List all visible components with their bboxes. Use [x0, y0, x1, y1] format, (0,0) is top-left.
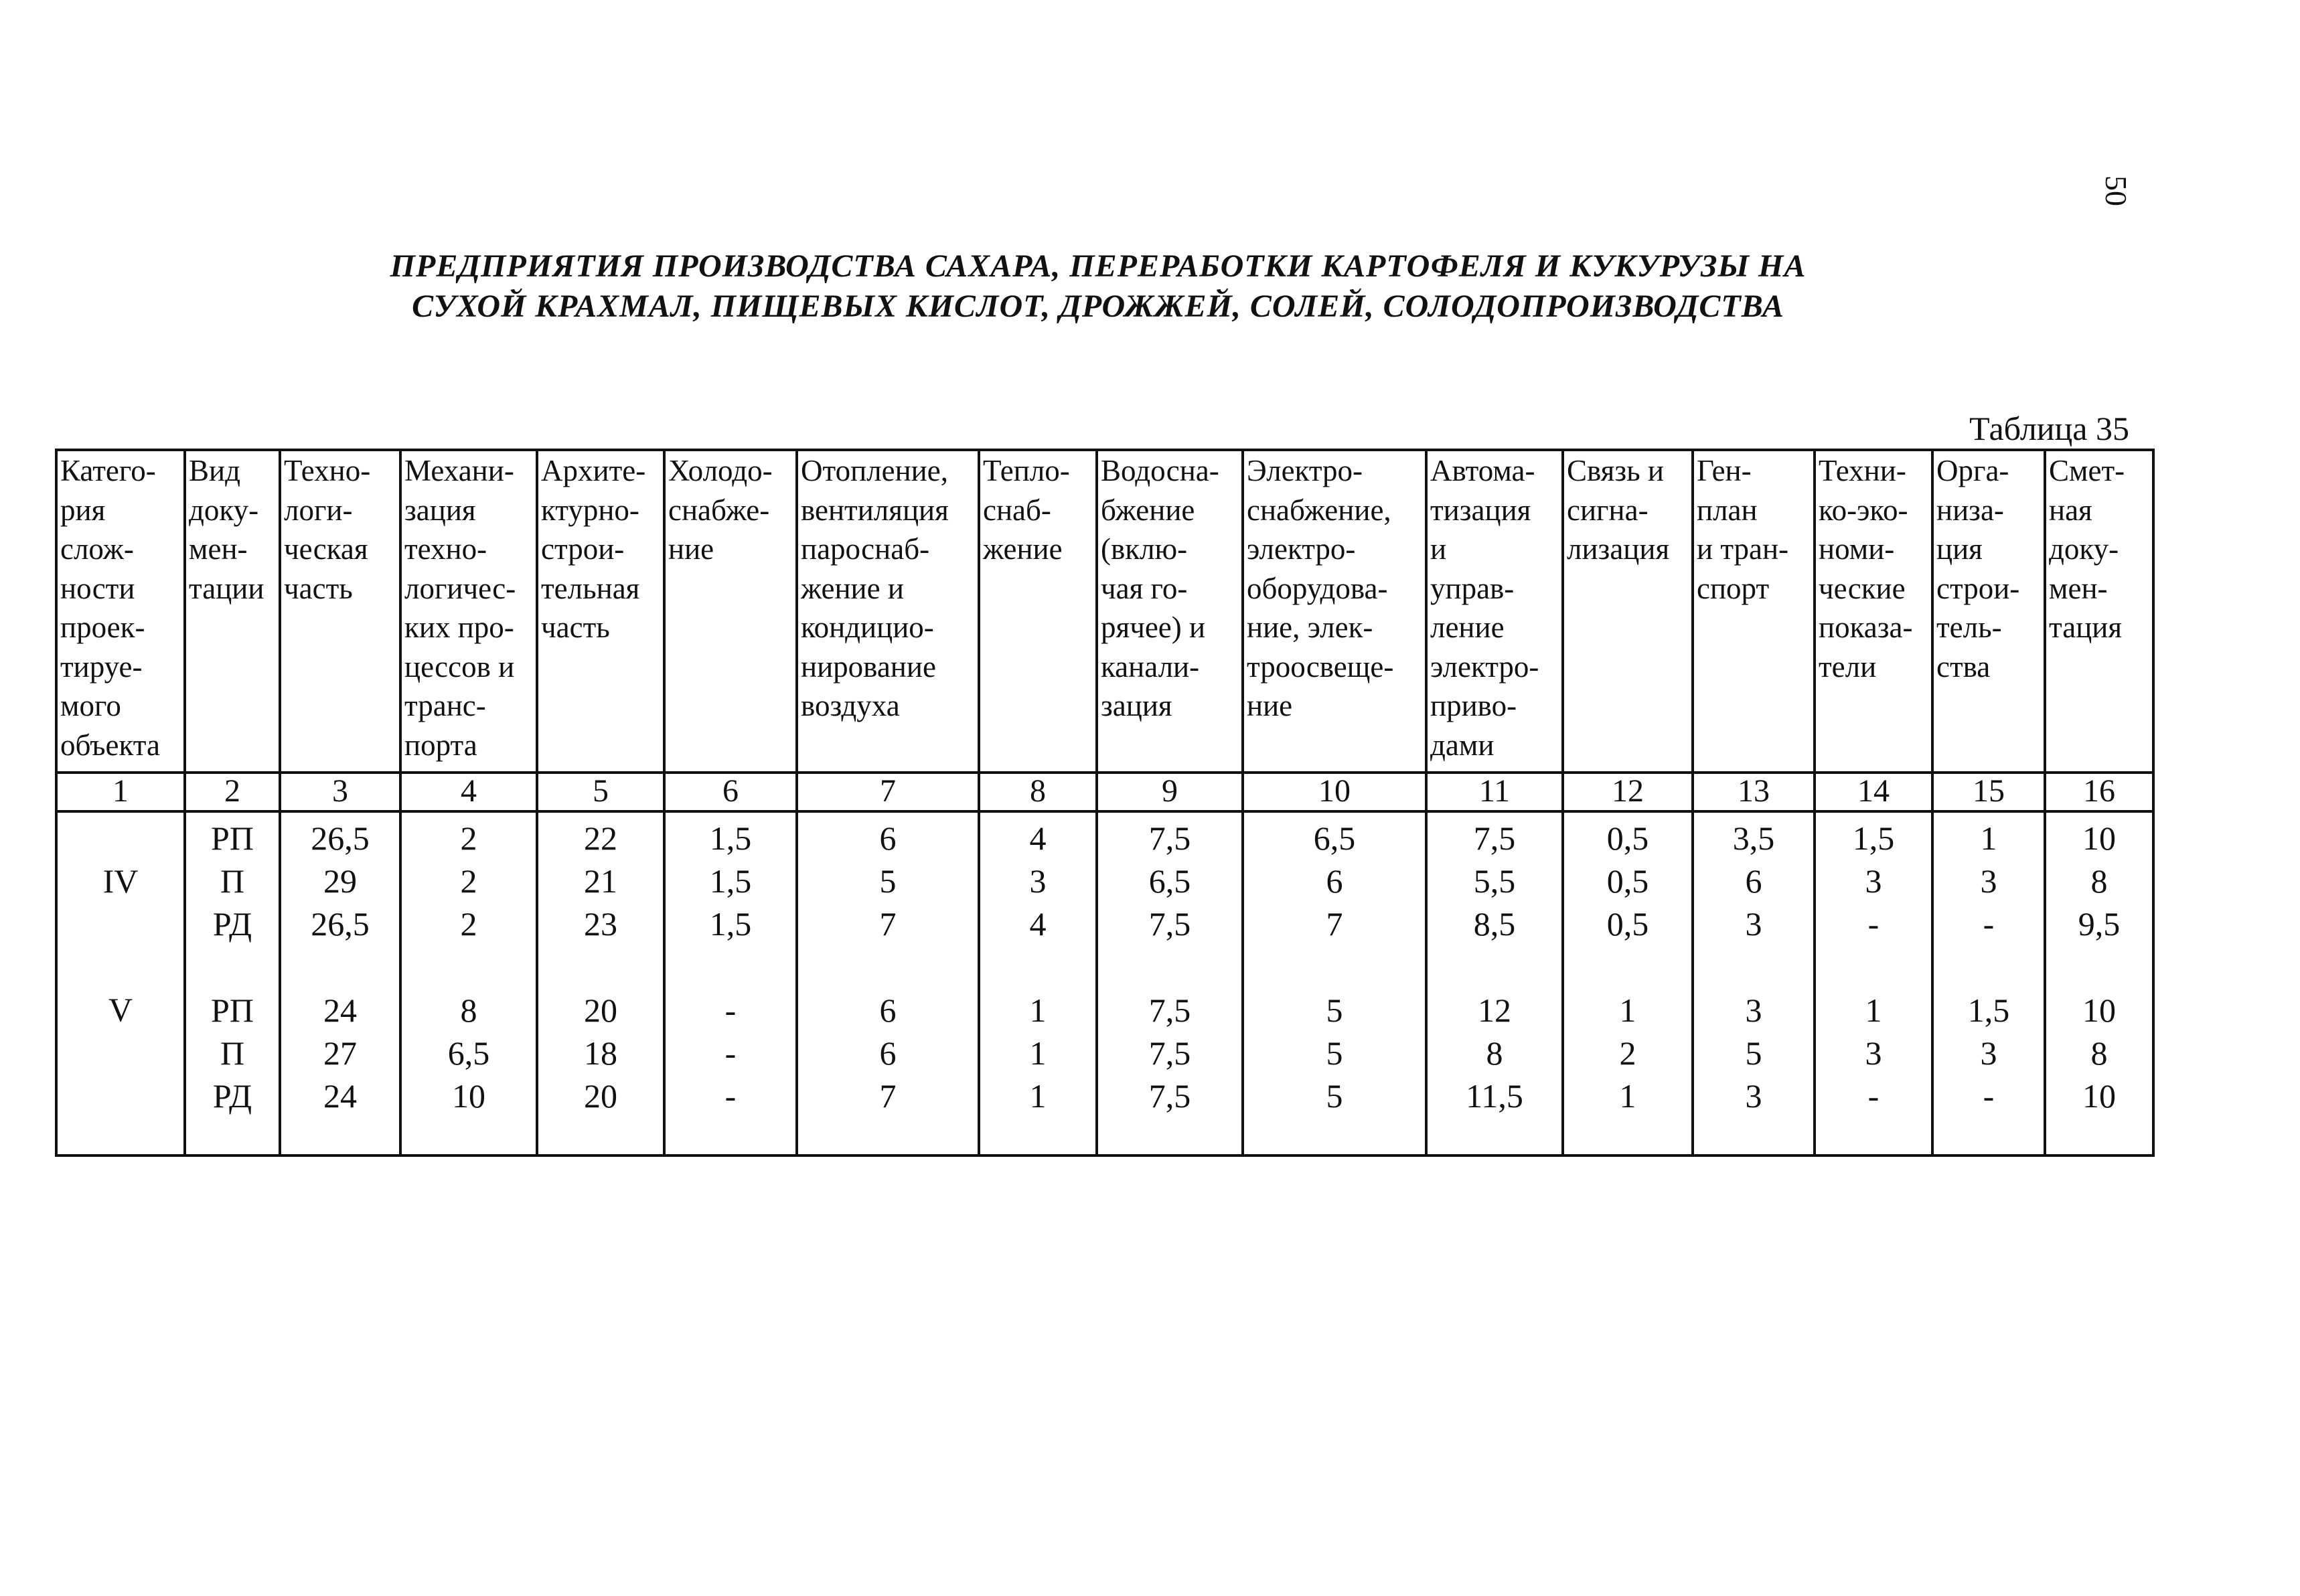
- table-cell: 2: [1619, 1034, 1636, 1072]
- table-cell: 11,5: [1466, 1077, 1523, 1115]
- header-line: доку-: [2049, 532, 2119, 566]
- value-column-2: [185, 811, 280, 1130]
- table-cell: 2: [460, 862, 477, 900]
- table-cell: 3: [1745, 905, 1762, 943]
- column-number-row: [56, 773, 2153, 811]
- header-line: приво-: [1430, 689, 1517, 722]
- category-label: V: [108, 991, 133, 1028]
- data-table: [55, 449, 2155, 1157]
- header-line: проек-: [60, 611, 145, 644]
- table-cell: 2: [460, 905, 477, 943]
- category-cell: [56, 811, 185, 1130]
- table-cell: -: [1983, 905, 1995, 943]
- bottom-cell: [797, 1130, 979, 1155]
- table-caption: Таблица 35: [1969, 410, 2129, 447]
- table-cell: 7,5: [1473, 819, 1516, 857]
- table-cell: 9,5: [2078, 905, 2121, 943]
- table-cell: РП: [211, 819, 254, 857]
- header-line: канали-: [1101, 649, 1200, 684]
- table-cell: 1: [1619, 991, 1636, 1029]
- value-column-14: [1815, 811, 1932, 1130]
- header-line: тация: [2049, 611, 2123, 644]
- header-line: Катего-: [60, 454, 156, 487]
- header-line: Электро-: [1247, 454, 1363, 487]
- table-cell: П: [220, 862, 245, 900]
- column-number-cell: 1: [56, 773, 185, 811]
- table-cell: 24: [323, 991, 357, 1029]
- header-line: снаб-: [983, 493, 1051, 527]
- bottom-cell: [280, 1130, 400, 1155]
- header-line: мого: [60, 689, 121, 722]
- value-column-5: [537, 811, 664, 1130]
- header-line: логичес-: [404, 571, 516, 605]
- header-cell-5: [537, 450, 664, 773]
- header-line: ние, элек-: [1247, 611, 1373, 644]
- value-column-7: [797, 811, 979, 1130]
- header-line: логи-: [284, 493, 353, 527]
- value-stack: [402, 813, 536, 1117]
- header-cell-7: [797, 450, 979, 773]
- row-gap: [666, 945, 795, 989]
- spacer: [58, 1031, 183, 1074]
- row-gap: [980, 945, 1095, 989]
- header-line: цессов и: [404, 649, 515, 684]
- header-line: мен-: [189, 532, 248, 566]
- header-cell-10: [1243, 450, 1426, 773]
- header-cell-6: [664, 450, 797, 773]
- table-cell: РД: [212, 1077, 252, 1115]
- header-line: тельная: [541, 571, 640, 605]
- column-number-cell: 8: [979, 773, 1097, 811]
- table-cell: 6,5: [1148, 862, 1191, 900]
- table-cell: 3: [1745, 1077, 1762, 1115]
- value-column-3: [280, 811, 400, 1130]
- header-line: рячее) и: [1101, 611, 1206, 644]
- header-cell-1: [56, 450, 185, 773]
- header-line: воздуха: [801, 689, 900, 722]
- header-cell-12: [1563, 450, 1693, 773]
- column-number-cell: 2: [185, 773, 280, 811]
- value-stack: [1098, 813, 1241, 1117]
- header-line: Орга-: [1936, 454, 2009, 487]
- bottom-cell: [1097, 1130, 1243, 1155]
- header-line: тизация: [1430, 493, 1531, 527]
- table-cell: 8: [2090, 1034, 2108, 1072]
- header-line: сигна-: [1567, 493, 1649, 527]
- header-line: бжение: [1101, 493, 1195, 527]
- spacer: [58, 945, 183, 988]
- value-stack: [186, 813, 279, 1117]
- table-cell: -: [724, 991, 737, 1029]
- header-line: вентиляция: [801, 493, 949, 527]
- table-cell: 6: [879, 819, 897, 857]
- body-row: [56, 811, 2153, 1130]
- row-gap: [402, 945, 536, 989]
- value-stack: [1428, 813, 1561, 1117]
- value-stack: [1564, 813, 1691, 1117]
- table-cell: 0,5: [1606, 862, 1649, 900]
- header-line: лизация: [1567, 532, 1670, 566]
- table-cell: 1: [1865, 991, 1882, 1029]
- column-number-cell: 3: [280, 773, 400, 811]
- table-cell: 10: [452, 1077, 485, 1115]
- header-line: строи-: [1936, 571, 2020, 605]
- header-line: Техно-: [284, 454, 371, 487]
- header-line: и: [1430, 532, 1447, 566]
- header-line: (вклю-: [1101, 532, 1188, 566]
- header-line: номи-: [1819, 532, 1895, 566]
- table-cell: 8: [2090, 862, 2108, 900]
- header-line: часть: [541, 611, 610, 644]
- header-line: рия: [60, 493, 106, 527]
- table-cell: 3,5: [1732, 819, 1775, 857]
- table-cell: -: [724, 1077, 737, 1115]
- header-line: снабже-: [668, 493, 770, 527]
- header-line: Вид: [189, 454, 240, 487]
- header-line: строи-: [541, 532, 625, 566]
- table-cell: 3: [1029, 862, 1047, 900]
- table-cell: РД: [212, 905, 252, 943]
- header-line: порта: [404, 728, 477, 762]
- bottom-cell: [1426, 1130, 1563, 1155]
- table-cell: 10: [2082, 991, 2116, 1029]
- row-gap: [1428, 945, 1561, 989]
- header-line: слож-: [60, 532, 134, 566]
- table-cell: 6: [879, 1034, 897, 1072]
- value-column-10: [1243, 811, 1426, 1130]
- bottom-cell: [400, 1130, 537, 1155]
- table-cell: 1,5: [709, 862, 752, 900]
- spacer: [58, 902, 183, 945]
- header-line: Отопление,: [801, 454, 948, 487]
- header-line: ктурно-: [541, 493, 639, 527]
- header-line: Механи-: [404, 454, 514, 487]
- table-cell: 8,5: [1473, 905, 1516, 943]
- table-cell: 1: [1029, 1077, 1047, 1115]
- table-cell: 4: [1029, 905, 1047, 943]
- column-number-cell: 12: [1563, 773, 1693, 811]
- header-line: жение и: [801, 571, 904, 605]
- table-cell: 10: [2082, 1077, 2116, 1115]
- header-line: Связь и: [1567, 454, 1664, 487]
- column-number-cell: 5: [537, 773, 664, 811]
- header-line: план: [1697, 493, 1758, 527]
- row-gap: [1564, 945, 1691, 989]
- table-cell: 6,5: [447, 1034, 490, 1072]
- header-line: снабжение,: [1247, 493, 1391, 527]
- bottom-cell: [1243, 1130, 1426, 1155]
- value-column-12: [1563, 811, 1693, 1130]
- table-cell: 10: [2082, 819, 2116, 857]
- row-gap: [1694, 945, 1813, 989]
- spacer: [58, 817, 183, 860]
- value-stack: [1244, 813, 1425, 1117]
- table-cell: 6: [1745, 862, 1762, 900]
- table-cell: 7,5: [1148, 905, 1191, 943]
- table-cell: 1,5: [1852, 819, 1895, 857]
- value-stack: [666, 813, 795, 1117]
- table-cell: 1: [1980, 819, 1997, 857]
- table-cell: 29: [323, 862, 357, 900]
- table-cell: 18: [584, 1034, 617, 1072]
- header-line: оборудова-: [1247, 571, 1388, 605]
- column-number-cell: 16: [2045, 773, 2153, 811]
- table-cell: 6: [1326, 862, 1343, 900]
- table-cell: 5: [879, 862, 897, 900]
- header-line: чая го-: [1101, 571, 1188, 605]
- table-cell: 7: [879, 905, 897, 943]
- value-stack: [281, 813, 399, 1117]
- header-line: ная: [2049, 493, 2092, 527]
- value-stack: [1816, 813, 1931, 1117]
- value-column-6: [664, 811, 797, 1130]
- value-column-11: [1426, 811, 1563, 1130]
- column-number-cell: 15: [1932, 773, 2045, 811]
- row-gap: [538, 945, 663, 989]
- bottom-cell: [1815, 1130, 1932, 1155]
- header-cell-9: [1097, 450, 1243, 773]
- header-line: и тран-: [1697, 532, 1789, 566]
- table-cell: 6,5: [1313, 819, 1356, 857]
- bottom-cell: [1932, 1130, 2045, 1155]
- table-cell: П: [220, 1034, 245, 1072]
- table-cell: 5: [1326, 1034, 1343, 1072]
- bottom-cell: [664, 1130, 797, 1155]
- header-line: ние: [1247, 689, 1293, 722]
- header-row: [56, 450, 2153, 773]
- table-cell: 5,5: [1473, 862, 1516, 900]
- column-number-cell: 10: [1243, 773, 1426, 811]
- header-line: электро-: [1430, 649, 1539, 684]
- table-cell: 7,5: [1148, 1034, 1191, 1072]
- header-line: электро-: [1247, 532, 1356, 566]
- header-line: ние: [668, 532, 714, 566]
- column-number-cell: 14: [1815, 773, 1932, 811]
- header-line: ства: [1936, 649, 1991, 684]
- value-column-15: [1932, 811, 2045, 1130]
- table-cell: 27: [323, 1034, 357, 1072]
- table-cell: 5: [1326, 1077, 1343, 1115]
- value-stack: [1694, 813, 1813, 1117]
- column-number-cell: 9: [1097, 773, 1243, 811]
- column-number-cell: 13: [1693, 773, 1815, 811]
- column-number-cell: 4: [400, 773, 537, 811]
- table-cell: 8: [1486, 1034, 1503, 1072]
- header-cell-14: [1815, 450, 1932, 773]
- table-cell: 1,5: [1967, 991, 2010, 1029]
- table-cell: 21: [584, 862, 617, 900]
- table-cell: -: [1867, 1077, 1880, 1115]
- bottom-cell: [1563, 1130, 1693, 1155]
- table-cell: 0,5: [1606, 905, 1649, 943]
- table-cell: 20: [584, 991, 617, 1029]
- header-line: ности: [60, 571, 135, 605]
- table-cell: 26,5: [311, 819, 370, 857]
- header-line: транс-: [404, 689, 486, 722]
- value-column-9: [1097, 811, 1243, 1130]
- bottom-cell: [2045, 1130, 2153, 1155]
- value-stack: [2046, 813, 2152, 1117]
- header-cell-2: [185, 450, 280, 773]
- header-line: ких про-: [404, 611, 514, 644]
- header-line: мен-: [2049, 571, 2108, 605]
- table-cell: 1: [1029, 1034, 1047, 1072]
- row-gap: [186, 945, 279, 989]
- table-cell: 1: [1619, 1077, 1636, 1115]
- row-gap: [1244, 945, 1425, 989]
- header-cell-11: [1426, 450, 1563, 773]
- header-line: объекта: [60, 728, 160, 762]
- column-number-cell: 7: [797, 773, 979, 811]
- header-line: пароснаб-: [801, 532, 930, 566]
- table-cell: 3: [1980, 862, 1997, 900]
- value-stack: [980, 813, 1095, 1117]
- header-line: дами: [1430, 728, 1494, 762]
- header-cell-13: [1693, 450, 1815, 773]
- table-cell: 5: [1326, 991, 1343, 1029]
- row-gap: [2046, 945, 2152, 989]
- bottom-cell: [56, 1130, 185, 1155]
- table-cell: 7: [879, 1077, 897, 1115]
- table-cell: РП: [211, 991, 254, 1029]
- table-cell: 4: [1029, 819, 1047, 857]
- table-cell: 7,5: [1148, 819, 1191, 857]
- header-cell-15: [1932, 450, 2045, 773]
- header-line: Водосна-: [1101, 454, 1219, 487]
- table-cell: 3: [1865, 862, 1882, 900]
- header-cell-16: [2045, 450, 2153, 773]
- table-cell: 8: [460, 991, 477, 1029]
- header-line: спорт: [1697, 571, 1770, 605]
- header-line: показа-: [1819, 611, 1913, 644]
- table-cell: 3: [1865, 1034, 1882, 1072]
- table-cell: -: [724, 1034, 737, 1072]
- header-line: Архите-: [541, 454, 646, 487]
- table-cell: 1: [1029, 991, 1047, 1029]
- value-stack: [798, 813, 978, 1117]
- table-bottom-row: [56, 1130, 2153, 1155]
- table-cell: 12: [1478, 991, 1511, 1029]
- table-cell: 24: [323, 1077, 357, 1115]
- header-line: кондицио-: [801, 611, 934, 644]
- table-cell: 1,5: [709, 819, 752, 857]
- table-cell: 7,5: [1148, 991, 1191, 1029]
- row-gap: [1816, 945, 1931, 989]
- row-gap: [1934, 945, 2044, 989]
- value-column-4: [400, 811, 537, 1130]
- header-line: ческие: [1819, 571, 1906, 605]
- header-line: доку-: [189, 493, 259, 527]
- bottom-cell: [185, 1130, 280, 1155]
- table-cell: 20: [584, 1077, 617, 1115]
- category-stack: [58, 813, 183, 1074]
- header-line: ция: [1936, 532, 1983, 566]
- table-cell: -: [1983, 1077, 1995, 1115]
- value-column-8: [979, 811, 1097, 1130]
- header-line: ление: [1430, 611, 1505, 644]
- table-cell: 3: [1980, 1034, 1997, 1072]
- header-line: троосвеще-: [1247, 649, 1394, 684]
- table-cell: 0,5: [1606, 819, 1649, 857]
- table-cell: 3: [1745, 991, 1762, 1029]
- header-line: зация: [404, 493, 476, 527]
- header-line: ко-эко-: [1819, 493, 1908, 527]
- bottom-cell: [1693, 1130, 1815, 1155]
- table-cell: 22: [584, 819, 617, 857]
- header-cell-8: [979, 450, 1097, 773]
- header-line: нирование: [801, 649, 936, 684]
- header-line: тации: [189, 571, 264, 605]
- header-line: часть: [284, 571, 353, 605]
- header-line: техно-: [404, 532, 487, 566]
- page-number: 50: [2099, 175, 2133, 206]
- column-number-cell: 11: [1426, 773, 1563, 811]
- header-line: управ-: [1430, 571, 1515, 605]
- header-cell-4: [400, 450, 537, 773]
- header-line: жение: [983, 532, 1063, 566]
- header-line: тели: [1819, 649, 1877, 684]
- value-stack: [538, 813, 663, 1117]
- title-line-2: СУХОЙ КРАХМАЛ, ПИЩЕВЫХ КИСЛОТ, ДРОЖЖЕЙ, СОЛЕЙ, СОЛОДОПРОИЗВОДСТВА: [412, 289, 1784, 324]
- bottom-cell: [979, 1130, 1097, 1155]
- header-line: Холодо-: [668, 454, 773, 487]
- document-title: [201, 246, 1995, 327]
- header-line: Ген-: [1697, 454, 1752, 487]
- table-cell: 1,5: [709, 905, 752, 943]
- header-line: Тепло-: [983, 454, 1070, 487]
- header-line: Смет-: [2049, 454, 2125, 487]
- table-cell: 6: [879, 991, 897, 1029]
- header-line: Автома-: [1430, 454, 1535, 487]
- table-cell: 26,5: [311, 905, 370, 943]
- header-line: зация: [1101, 689, 1172, 722]
- header-line: низа-: [1936, 493, 2004, 527]
- row-gap: [281, 945, 399, 989]
- header-cell-3: [280, 450, 400, 773]
- header-line: ческая: [284, 532, 368, 566]
- header-line: тируе-: [60, 649, 143, 684]
- table-cell: 7: [1326, 905, 1343, 943]
- table-cell: 7,5: [1148, 1077, 1191, 1115]
- table-cell: 5: [1745, 1034, 1762, 1072]
- value-column-13: [1693, 811, 1815, 1130]
- table-cell: 2: [460, 819, 477, 857]
- table-cell: 23: [584, 905, 617, 943]
- header-line: тель-: [1936, 611, 2002, 644]
- row-gap: [798, 945, 978, 989]
- title-line-1: ПРЕДПРИЯТИЯ ПРОИЗВОДСТВА САХАРА, ПЕРЕРАБОТКИ КАРТОФЕЛЯ И КУКУРУЗЫ НА: [390, 248, 1807, 284]
- row-gap: [1098, 945, 1241, 989]
- table-cell: -: [1867, 905, 1880, 943]
- value-stack: [1934, 813, 2044, 1117]
- bottom-cell: [537, 1130, 664, 1155]
- category-label: IV: [102, 862, 139, 900]
- header-line: Техни-: [1819, 454, 1906, 487]
- value-column-16: [2045, 811, 2153, 1130]
- column-number-cell: 6: [664, 773, 797, 811]
